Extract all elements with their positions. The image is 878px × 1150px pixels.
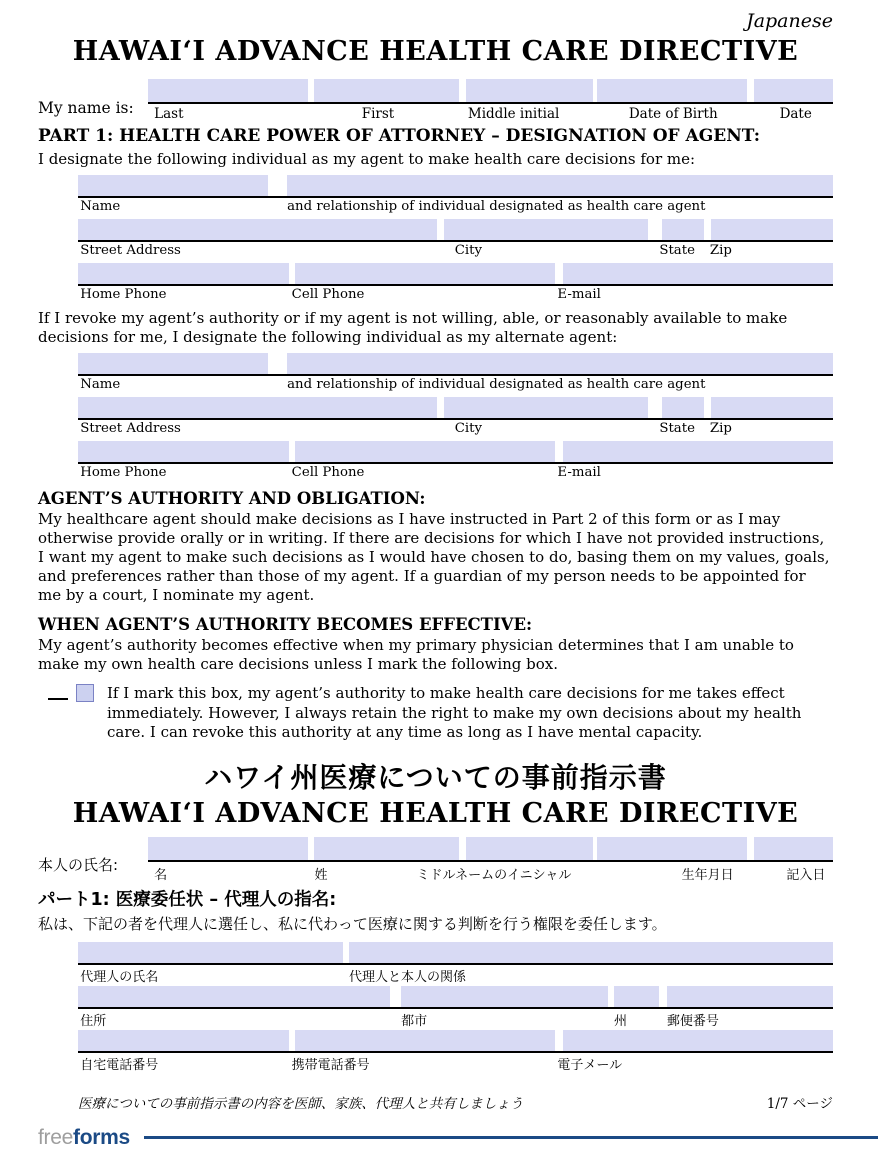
jp-agent-name-input[interactable] <box>78 942 343 963</box>
authority-heading: AGENT’S AUTHORITY AND OBLIGATION: <box>38 489 426 509</box>
alternate-intro-en: If I revoke my agent’s authority or if my agent is not willing, able, or reasonably available to make decisions for me, I designate the following individual as my alternate agent: <box>38 309 788 347</box>
date-input[interactable] <box>754 79 833 102</box>
jp-first-label: 名 <box>154 867 168 883</box>
jp-agent-home-phone-input[interactable] <box>78 1030 289 1051</box>
logo-forms-text: forms <box>73 1125 130 1149</box>
freeforms-logo <box>38 1126 130 1150</box>
effective-immediately-checkbox[interactable] <box>76 684 94 702</box>
first-name-input[interactable] <box>314 79 459 102</box>
language-tag: Japanese <box>746 10 833 32</box>
logo-free-text: free <box>38 1125 73 1149</box>
jp-last-name-input[interactable] <box>314 837 459 860</box>
last-name-input[interactable] <box>148 79 308 102</box>
name-row-en <box>38 79 833 122</box>
jp-agent-state-label: 州 <box>614 1013 628 1029</box>
alternate-home-phone-label: Home Phone <box>80 465 167 481</box>
alternate-state-input[interactable] <box>662 397 704 418</box>
jp-agent-relationship-label: 代理人と本人の関係 <box>349 969 467 985</box>
jp-agent-zip-label: 郵便番号 <box>666 1013 719 1029</box>
footer <box>78 1092 833 1112</box>
page-title: HAWAI‘I ADVANCE HEALTH CARE DIRECTIVE <box>72 36 799 67</box>
alternate-relationship-input[interactable] <box>287 353 833 374</box>
agent-zip-input[interactable] <box>711 219 833 240</box>
jp-agent-cell-phone-input[interactable] <box>295 1030 555 1051</box>
checkbox-underscore-line <box>48 686 68 700</box>
alternate-name-input[interactable] <box>78 353 268 374</box>
alternate-agent-field-block <box>78 353 833 479</box>
page-title-en-repeat: HAWAI‘I ADVANCE HEALTH CARE DIRECTIVE <box>72 797 799 829</box>
alternate-cell-phone-input[interactable] <box>295 441 555 462</box>
my-name-label-jp: 本人の氏名: <box>38 855 119 874</box>
agent-state-input[interactable] <box>662 219 704 240</box>
jp-date-of-birth-input[interactable] <box>597 837 747 860</box>
part1-intro-jp: 私は、下記の者を代理人に選任し、私に代わって医療に関する判断を行う権限を委任します。 <box>38 914 667 933</box>
first-label: First <box>361 106 395 122</box>
alternate-zip-input[interactable] <box>711 397 833 418</box>
agent-email-label: E-mail <box>557 287 601 303</box>
jp-agent-cell-phone-label: 携帯電話番号 <box>291 1057 370 1073</box>
jp-date-label: 記入日 <box>786 867 826 883</box>
effective-checkbox-row <box>48 684 833 741</box>
agent-city-label: City <box>454 243 483 259</box>
jp-agent-home-phone-label: 自宅電話番号 <box>80 1057 159 1073</box>
agent-cell-phone-label: Cell Phone <box>291 287 365 303</box>
jp-middle-initial-label: ミドルネームのイニシャル <box>416 867 572 883</box>
agent-field-block <box>78 175 833 301</box>
jp-agent-email-label: 電子メール <box>557 1057 623 1073</box>
agent-street-input[interactable] <box>78 219 437 240</box>
alternate-email-label: E-mail <box>557 465 601 481</box>
alternate-relationship-label: and relationship of individual designated as health care agent <box>287 377 706 393</box>
jp-date-of-birth-label: 生年月日 <box>681 867 734 883</box>
jp-agent-street-input[interactable] <box>78 986 390 1007</box>
name-row-jp <box>38 837 833 883</box>
part1-heading-jp: パート1: 医療委任状 – 代理人の指名: <box>38 889 337 910</box>
effective-heading: WHEN AGENT’S AUTHORITY BECOMES EFFECTIVE: <box>38 615 533 635</box>
jp-agent-zip-input[interactable] <box>667 986 833 1007</box>
logo-divider-line <box>144 1136 878 1139</box>
my-name-label: My name is: <box>38 99 134 117</box>
agent-home-phone-input[interactable] <box>78 263 289 284</box>
date-of-birth-input[interactable] <box>597 79 747 102</box>
date-of-birth-label: Date of Birth <box>628 106 718 122</box>
jp-agent-field-block <box>78 942 833 1073</box>
date-label: Date <box>779 106 812 122</box>
agent-state-label: State <box>659 243 695 259</box>
alternate-name-label: Name <box>80 377 121 393</box>
last-label: Last <box>154 106 184 122</box>
part1-intro-en: I designate the following individual as my agent to make health care decisions for me: <box>38 150 696 168</box>
alternate-zip-label: Zip <box>709 421 732 437</box>
alternate-street-label: Street Address <box>80 421 181 437</box>
jp-agent-email-input[interactable] <box>563 1030 833 1051</box>
page-number: 1/7 ページ <box>766 1095 833 1112</box>
agent-cell-phone-input[interactable] <box>295 263 555 284</box>
jp-agent-street-label: 住所 <box>80 1013 107 1029</box>
alternate-cell-phone-label: Cell Phone <box>291 465 365 481</box>
alternate-home-phone-input[interactable] <box>78 441 289 462</box>
footer-note-jp: 医療についての事前指示書の内容を医師、家族、代理人と共有しましょう <box>78 1095 524 1112</box>
agent-street-label: Street Address <box>80 243 181 259</box>
jp-agent-state-input[interactable] <box>614 986 659 1007</box>
jp-agent-city-input[interactable] <box>401 986 608 1007</box>
jp-middle-initial-input[interactable] <box>466 837 593 860</box>
jp-last-label: 姓 <box>314 867 328 883</box>
logo-row <box>38 1126 878 1150</box>
alternate-city-input[interactable] <box>444 397 648 418</box>
agent-relationship-label: and relationship of individual designated as health care agent <box>287 199 706 215</box>
middle-initial-label: Middle initial <box>467 106 560 122</box>
agent-home-phone-label: Home Phone <box>80 287 167 303</box>
jp-date-input[interactable] <box>754 837 833 860</box>
agent-email-input[interactable] <box>563 263 833 284</box>
alternate-street-input[interactable] <box>78 397 437 418</box>
alternate-city-label: City <box>454 421 483 437</box>
jp-agent-name-label: 代理人の氏名 <box>80 969 159 985</box>
alternate-email-input[interactable] <box>563 441 833 462</box>
middle-initial-input[interactable] <box>466 79 593 102</box>
agent-zip-label: Zip <box>709 243 732 259</box>
jp-agent-city-label: 都市 <box>401 1013 428 1029</box>
checkbox-text: If I mark this box, my agent’s authority to make health care decisions for me takes effect immediately. However, I always retain the right to make my own decisions about my health care. I can revoke this authority at any time as long as I have mental capacity. <box>107 684 802 741</box>
agent-name-label: Name <box>80 199 121 215</box>
agent-name-input[interactable] <box>78 175 268 196</box>
part1-heading-en: PART 1: HEALTH CARE POWER OF ATTORNEY – DESIGNATION OF AGENT: <box>38 126 761 146</box>
page-title-jp: ハワイ州医療についての事前指示書 <box>204 760 667 794</box>
agent-relationship-input[interactable] <box>287 175 833 196</box>
effective-body: My agent’s authority becomes effective when my primary physician determines that I am unable to make my own health care decisions unless I mark the following box. <box>38 636 794 674</box>
authority-body: My healthcare agent should make decisions as I have instructed in Part 2 of this form or as I may otherwise provide orally or in writing. If there are decisions for which I have not provided instructions, I want my agent to make such decisions as I would have chosen to do, basing them on my values, goals, and preferences rather than those of my agent. If a guardian of my person needs to be appointed for me by a court, I nominate my agent. <box>38 510 830 605</box>
jp-agent-relationship-input[interactable] <box>349 942 833 963</box>
alternate-state-label: State <box>659 421 695 437</box>
agent-city-input[interactable] <box>444 219 648 240</box>
jp-first-name-input[interactable] <box>148 837 308 860</box>
